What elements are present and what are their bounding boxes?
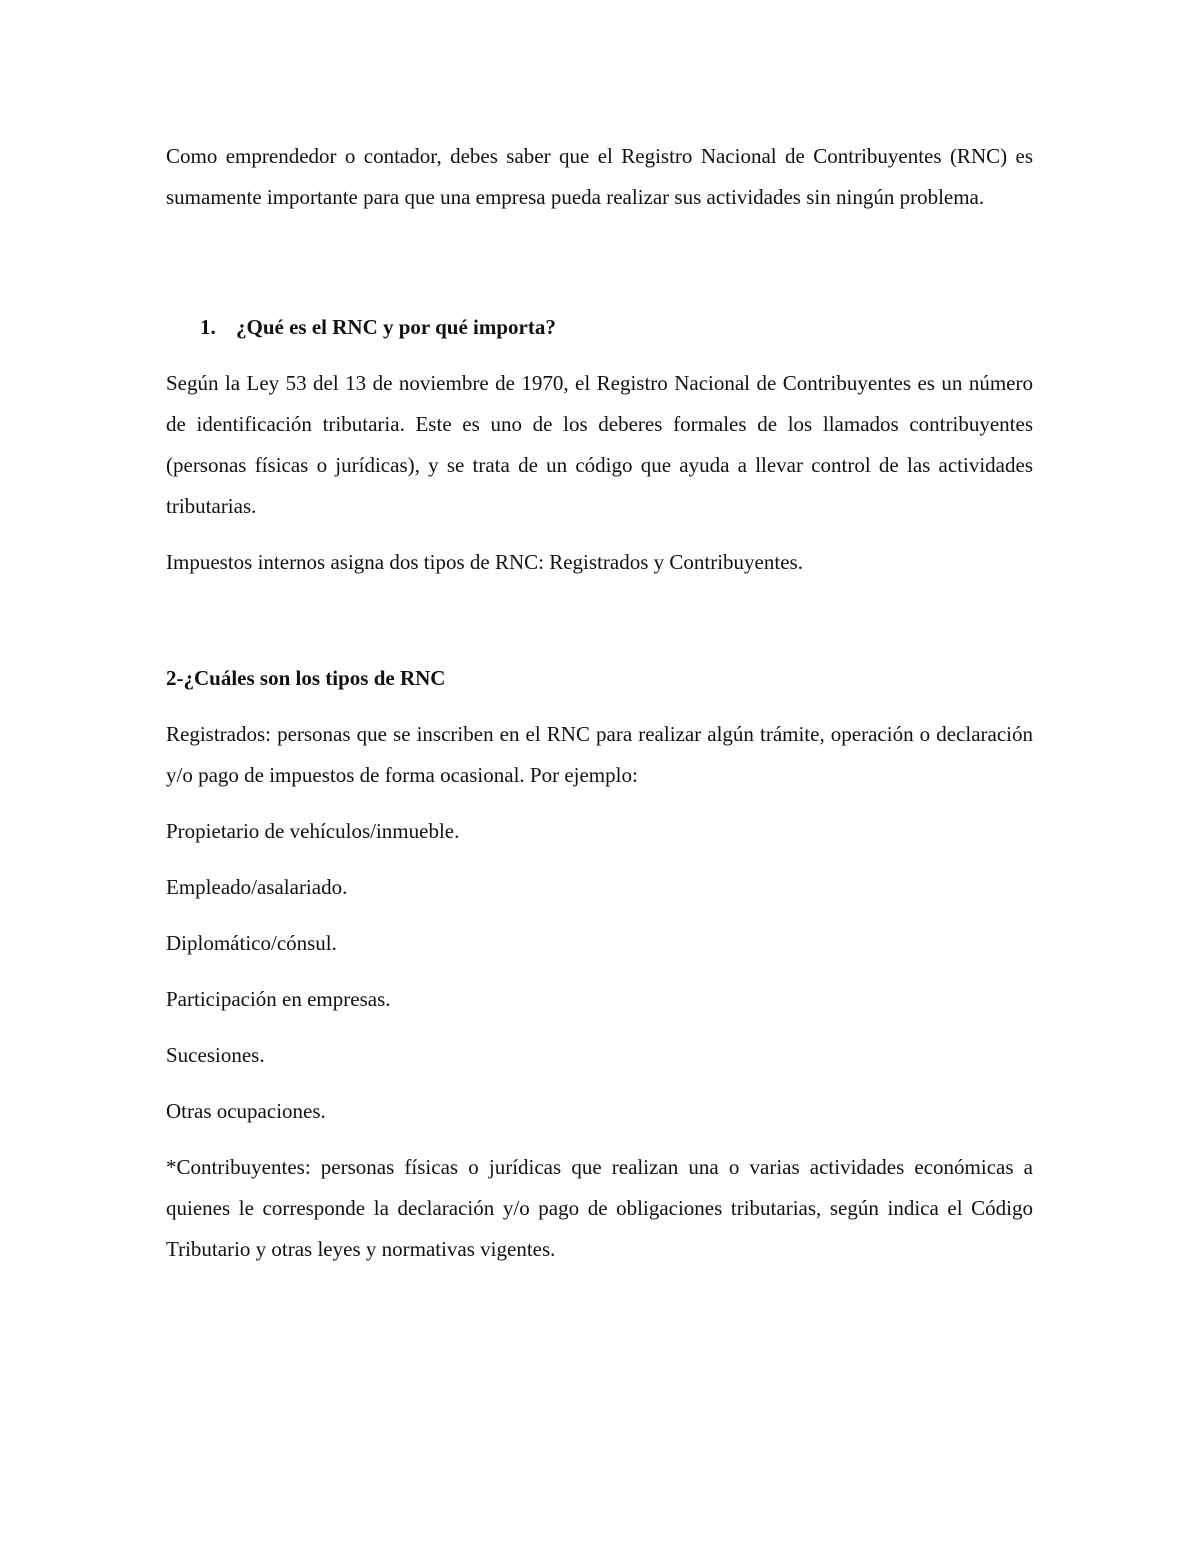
- document-body: [166, 136, 1033, 1270]
- spacer: [166, 583, 1033, 658]
- example-item: Propietario de vehículos/inmueble.: [166, 819, 460, 843]
- section-1-paragraph-law: Según la Ley 53 del 13 de noviembre de 1970, el Registro Nacional de Contribuyentes es un número de identificación tributaria. Este es uno de los deberes formales de los llamados contribuyentes (personas físicas o jurídicas), y se trata de un código que ayuda a llevar control de las actividades tributarias.: [166, 371, 1033, 518]
- example-item: Sucesiones.: [166, 1043, 265, 1067]
- spacer: [166, 699, 1033, 714]
- intro-paragraph: Como emprendedor o contador, debes saber que el Registro Nacional de Contribuyentes (RNC) es sumamente importante para que una empresa pueda realizar sus actividades sin ningún problema.: [166, 144, 1033, 209]
- section-1-heading: [166, 307, 1033, 348]
- section-2-heading: 2-¿Cuáles son los tipos de RNC: [166, 666, 446, 690]
- section-1-title: ¿Qué es el RNC y por qué importa?: [236, 315, 556, 339]
- example-item: Otras ocupaciones.: [166, 1099, 326, 1123]
- spacer: [166, 348, 1033, 363]
- section-1-number: 1.: [200, 315, 216, 339]
- registrados-paragraph: Registrados: personas que se inscriben en el RNC para realizar algún trámite, operación o declaración y/o pago de impuestos de forma ocasional. Por ejemplo:: [166, 722, 1033, 787]
- example-item: Empleado/asalariado.: [166, 875, 348, 899]
- example-item: Participación en empresas.: [166, 987, 391, 1011]
- spacer: [166, 527, 1033, 542]
- contribuyentes-paragraph: *Contribuyentes: personas físicas o jurídicas que realizan una o varias actividades económicas a quienes le corresponde la declaración y/o pago de obligaciones tributarias, según indica el Código Tributario y otras leyes y normativas vigentes.: [166, 1155, 1033, 1261]
- section-1-paragraph-types: Impuestos internos asigna dos tipos de RNC: Registrados y Contribuyentes.: [166, 550, 803, 574]
- spacer: [166, 218, 1033, 307]
- example-item: Diplomático/cónsul.: [166, 931, 337, 955]
